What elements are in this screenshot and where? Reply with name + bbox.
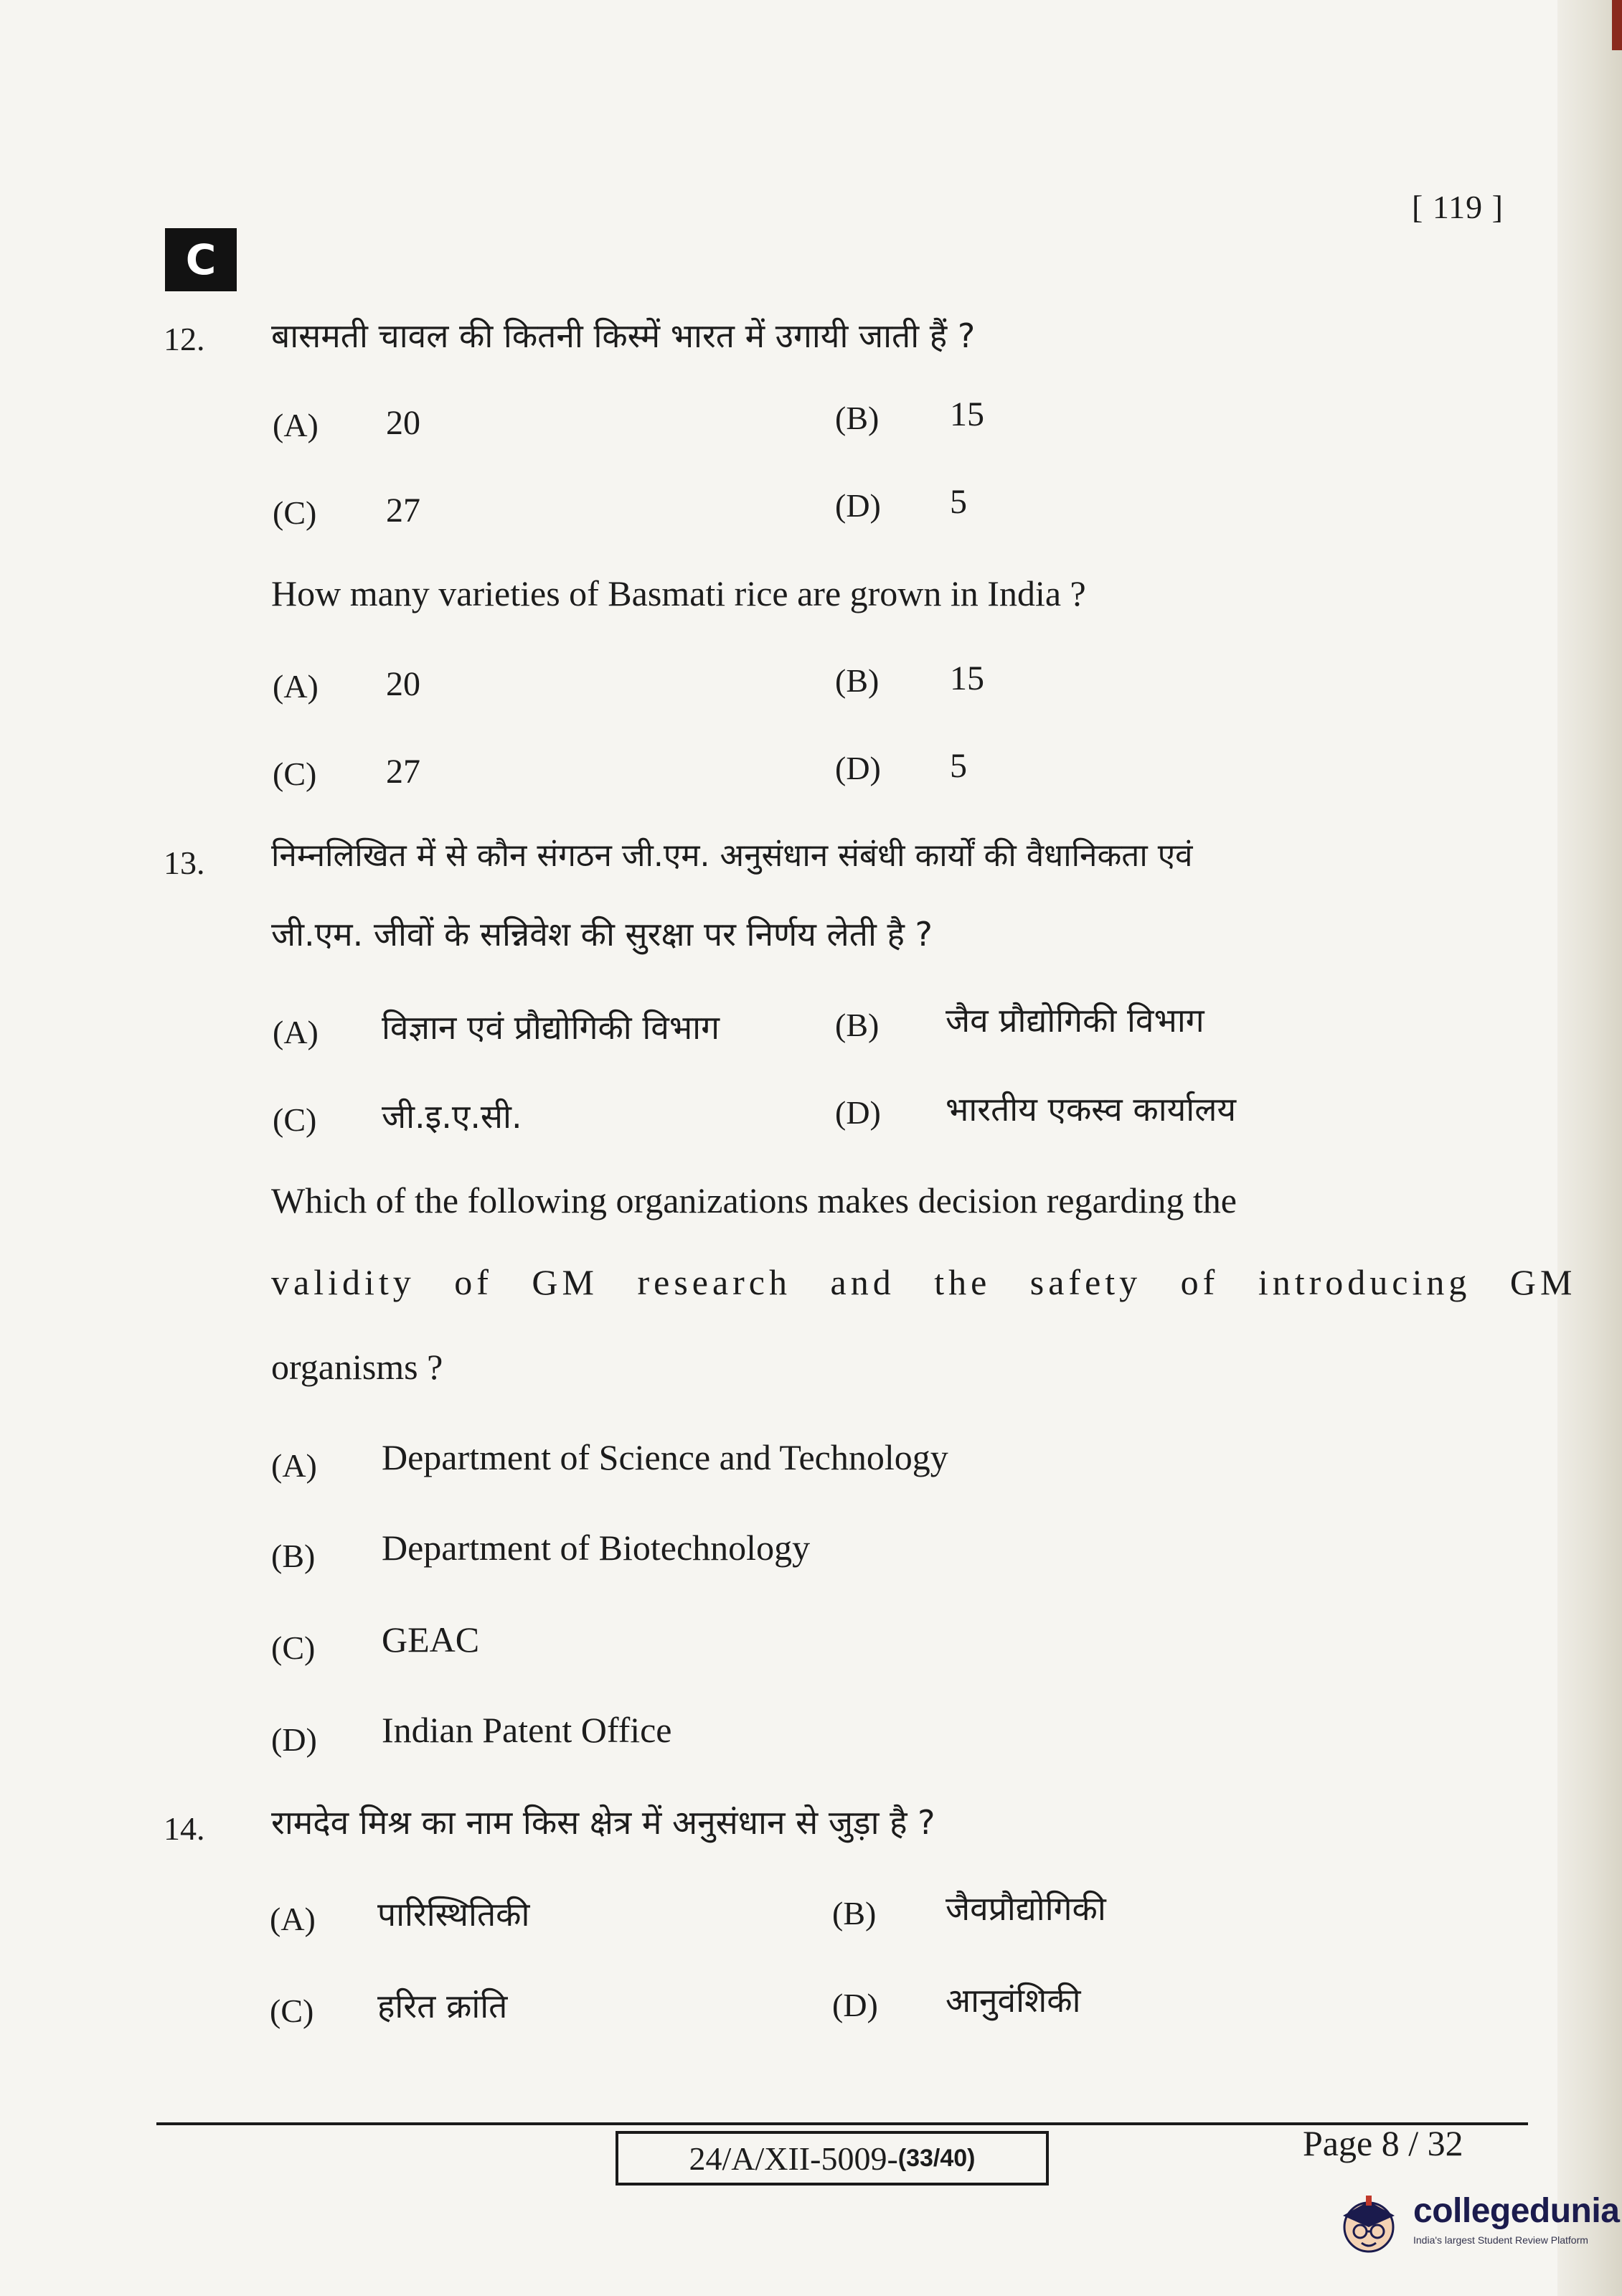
option-label: (A) bbox=[273, 1014, 319, 1050]
option-text: 20 bbox=[386, 665, 420, 703]
option-label: (B) bbox=[835, 1007, 880, 1043]
option-label: (B) bbox=[835, 662, 880, 699]
option-text: भारतीय एकस्व कार्यालय bbox=[946, 1090, 1237, 1129]
page-edge-mark bbox=[1612, 0, 1622, 50]
option-label: (C) bbox=[273, 1101, 317, 1138]
option-label: (C) bbox=[273, 494, 317, 531]
option-text: पारिस्थितिकी bbox=[377, 1895, 530, 1934]
paper-code bbox=[616, 2131, 1049, 2186]
option-label: (D) bbox=[835, 1094, 881, 1131]
paper-code-text: 24/A/XII-5009- bbox=[689, 2140, 898, 2177]
page-marker: [ 119 ] bbox=[1412, 189, 1504, 225]
paper-code-suffix: (33/40) bbox=[897, 2144, 976, 2172]
option-label: (D) bbox=[835, 487, 881, 524]
option-label: (D) bbox=[835, 750, 881, 786]
option-text: 5 bbox=[950, 747, 967, 785]
question-text-hindi: निम्नलिखित में से कौन संगठन जी.एम. अनुसंधान संबंधी कार्यों की वैधानिकता एवं bbox=[271, 837, 1193, 874]
question-text-english bbox=[271, 1261, 1577, 1303]
option-text: 27 bbox=[386, 491, 420, 530]
option-text: 15 bbox=[950, 395, 984, 433]
question-text-hindi: रामदेव मिश्र का नाम किस क्षेत्र में अनुसंधान से जुड़ा है ? bbox=[271, 1803, 935, 1842]
option-label: (A) bbox=[270, 1901, 316, 1937]
option-text: GEAC bbox=[382, 1619, 480, 1660]
option-text: 20 bbox=[386, 404, 420, 442]
option-label: (C) bbox=[273, 756, 317, 792]
option-text: 15 bbox=[950, 659, 984, 697]
option-text: 5 bbox=[950, 483, 967, 521]
question-text-hindi: जी.एम. जीवों के सन्निवेश की सुरक्षा पर निर्णय लेती है ? bbox=[271, 915, 933, 954]
option-label: (B) bbox=[832, 1895, 877, 1932]
brand-name: collegedunia bbox=[1413, 2192, 1620, 2230]
option-label: (D) bbox=[832, 1987, 878, 2023]
page-count: Page 8 / 32 bbox=[1303, 2123, 1463, 2163]
option-label: (C) bbox=[271, 1629, 316, 1666]
option-text: जैवप्रौद्योगिकी bbox=[946, 1889, 1106, 1928]
option-label: (D) bbox=[271, 1721, 317, 1758]
option-label: (B) bbox=[271, 1538, 316, 1574]
watermark-brand bbox=[1333, 2181, 1620, 2274]
mascot-logo-icon bbox=[1333, 2187, 1405, 2259]
brand-tagline: India's largest Student Review Platform bbox=[1413, 2234, 1588, 2246]
question-text-hindi: बासमती चावल की कितनी किस्में भारत में उगायी जाती हैं ? bbox=[271, 316, 976, 355]
option-label: (A) bbox=[273, 668, 319, 705]
option-text: हरित क्रांति bbox=[377, 1987, 508, 2026]
option-text: Department of Biotechnology bbox=[382, 1528, 811, 1568]
question-number: 12. bbox=[164, 321, 205, 357]
option-label: (B) bbox=[835, 400, 880, 436]
option-label: (C) bbox=[270, 1992, 314, 2029]
option-label: (A) bbox=[271, 1447, 317, 1484]
option-text: जैव प्रौद्योगिकी विभाग bbox=[946, 1001, 1204, 1040]
option-text: जी.इ.ए.सी. bbox=[382, 1097, 522, 1136]
option-text: 27 bbox=[386, 753, 420, 791]
option-text: विज्ञान एवं प्रौद्योगिकी विभाग bbox=[382, 1008, 720, 1047]
option-label: (A) bbox=[273, 407, 319, 443]
question-text-english: Which of the following organizations makes decision regarding the bbox=[271, 1180, 1237, 1220]
question-number: 14. bbox=[164, 1810, 205, 1847]
option-text: Indian Patent Office bbox=[382, 1710, 672, 1750]
question-text-english: How many varieties of Basmati rice are grown in India ? bbox=[271, 573, 1086, 613]
option-text: Department of Science and Technology bbox=[382, 1437, 948, 1477]
text-line: validity of GM research and the safety of introducing GM bbox=[271, 1262, 1577, 1302]
question-text-english: organisms ? bbox=[271, 1347, 443, 1387]
series-badge: C bbox=[165, 228, 237, 291]
option-text: आनुवंशिकी bbox=[946, 1981, 1081, 2020]
question-number: 13. bbox=[164, 844, 205, 881]
page-edge-shadow bbox=[1557, 0, 1622, 2296]
